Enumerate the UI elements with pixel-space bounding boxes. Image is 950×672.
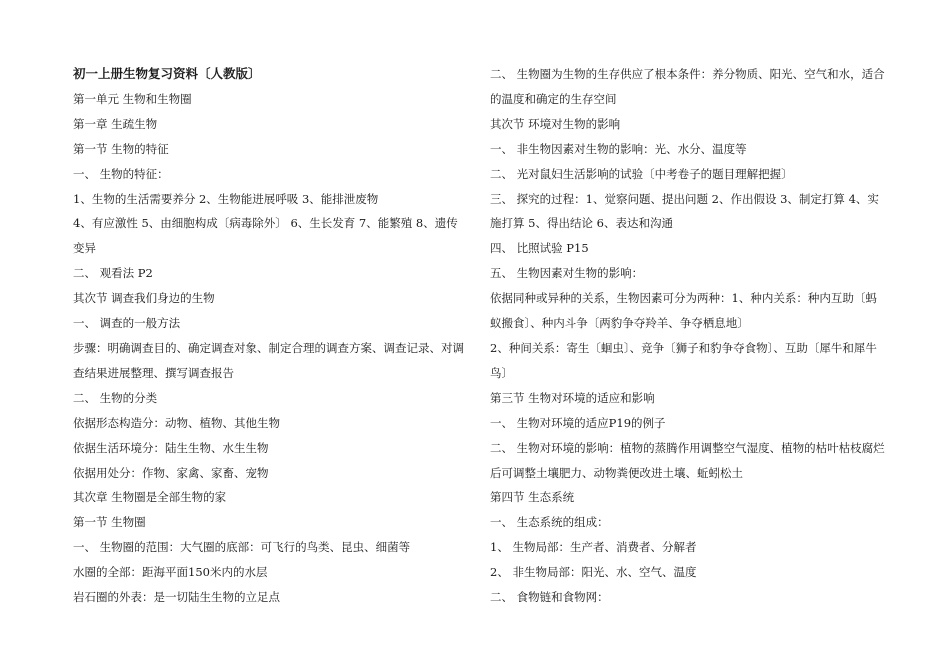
text-line: 五、 生物因素对生物的影响： — [490, 266, 644, 281]
text-line: 2、种间关系：寄生〔蛔虫〕、竞争〔狮子和豹争夺食物〕、互助〔犀牛和犀牛鸟〕 — [490, 340, 877, 380]
right-column — [490, 62, 885, 610]
text-line: 岩石圈的外表：是一切陆生生物的立足点 — [73, 590, 280, 605]
text-line: 二、 生物的分类 — [73, 390, 158, 405]
text-line: 一、 生物的特征： — [73, 166, 169, 181]
text-line: 一、 调查的一般方法 — [73, 316, 181, 331]
text-line: 其次章 生物圈是全部生物的家 — [73, 490, 227, 505]
text-line: 其次节 调查我们身边的生物 — [73, 291, 215, 306]
text-line: 一、 生物对环境的适应P19的例子 — [490, 415, 666, 430]
text-line: 二、 食物链和食物网： — [490, 590, 609, 605]
text-line: 其次节 环境对生物的影响 — [490, 116, 621, 131]
text-line: 1、 生物局部：生产者、消费者、分解者 — [490, 540, 697, 555]
text-line: 一、 生态系统的组成： — [490, 515, 609, 530]
text-line: 依据用处分：作物、家禽、家畜、宠物 — [73, 465, 269, 480]
text-line: 第四节 生态系统 — [490, 490, 575, 505]
text-line: 二、 生物圈为生物的生存供应了根本条件：养分物质、阳光、空气和水，适合的温度和确定的生存空间 — [490, 67, 885, 106]
text-line: 依据同种或异种的关系，生物因素可分为两种：1、种内关系：种内互助〔蚂蚁搬食〕、种内斗争〔两豹争夺羚羊、争夺栖息地〕 — [490, 291, 877, 331]
text-line: 第一节 生物圈 — [73, 515, 146, 530]
text-line: 二、 观看法 P2 — [73, 266, 153, 281]
text-line: 一、 生物圈的范围：大气圈的底部：可飞行的鸟类、昆虫、细菌等 — [73, 540, 411, 555]
text-line: 2、 非生物局部：阳光、水、空气、温度 — [490, 565, 697, 580]
text-line: 二、 生物对环境的影响：植物的蒸腾作用调整空气湿度、植物的枯叶枯枝腐烂后可调整土壤肥力、动物粪便改进土壤、蚯蚓松土 — [490, 440, 885, 480]
text-line: 第一节 生物的特征 — [73, 141, 169, 156]
text-line: 二、 光对鼠妇生活影响的试验〔中考卷子的题目理解把握〕 — [490, 166, 793, 181]
text-line: 第一单元 生物和生物圈 — [73, 91, 192, 106]
text-line: 4、有应激性 5、由细胞构成〔病毒除外〕 6、生长发育 7、能繁殖 8、遗传变异 — [73, 216, 458, 256]
text-line: 水圈的全部：距海平面150米内的水层 — [73, 565, 268, 580]
text-line: 四、 比照试验 P15 — [490, 241, 589, 256]
left-column — [73, 62, 468, 610]
text-line: 依据生活环境分：陆生生物、水生生物 — [73, 440, 269, 455]
text-line: 第一章 生疏生物 — [73, 116, 158, 131]
document-title: 初一上册生物复习资料〔人教版〕 — [73, 66, 261, 81]
text-line: 1、生物的生活需要养分 2、生物能进展呼吸 3、能排泄废物 — [73, 191, 379, 206]
text-line: 依据形态构造分：动物、植物、其他生物 — [73, 415, 280, 430]
text-line: 步骤：明确调查目的、确定调查对象、制定合理的调查方案、调查记录、对调查结果进展整理、撰写调查报告 — [73, 340, 464, 380]
text-line: 第三节 生物对环境的适应和影响 — [490, 390, 655, 405]
text-line: 三、 探究的过程：1、觉察问题、提出问题 2、作出假设 3、制定打算 4、实施打算 5、得出结论 6、表达和沟通 — [490, 191, 879, 231]
text-line: 一、 非生物因素对生物的影响：光、水分、温度等 — [490, 141, 747, 156]
